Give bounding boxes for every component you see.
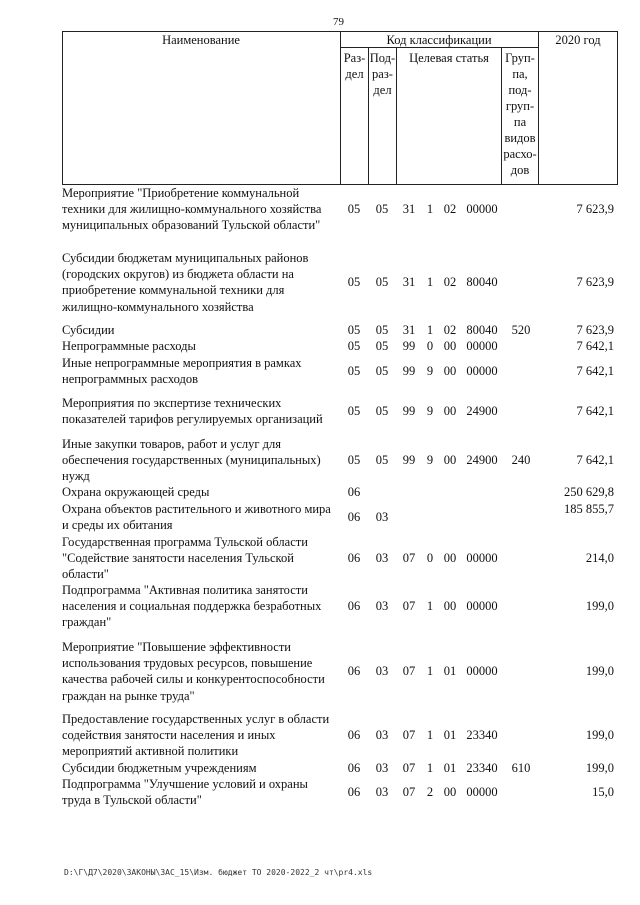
- row-podrazdel: 03: [375, 551, 389, 565]
- row-target-subprogram: 1: [426, 323, 434, 337]
- row-target-event: 00: [443, 785, 457, 799]
- row-target-direction: 23340: [466, 728, 498, 742]
- row-target-direction: 80040: [466, 275, 498, 289]
- row-target-program: 07: [402, 599, 416, 613]
- row-name: Мероприятие "Повышение эффективности использования трудовых ресурсов, повышение качества рабочей силы и конкурентоспособности граждан на рынке труда": [62, 640, 325, 703]
- row-razdel: 05: [347, 339, 361, 353]
- row-sum: 185 855,7: [564, 502, 614, 516]
- row-target-event: 01: [443, 664, 457, 678]
- row-name: Предоставление государственных услуг в области содействия занятости населения и иных мероприятий активной политики: [62, 712, 330, 759]
- row-target-subprogram: 1: [426, 275, 434, 289]
- row-sum: 7 642,1: [576, 339, 614, 353]
- row-razdel: 06: [347, 664, 361, 678]
- row-razdel: 05: [347, 323, 361, 337]
- row-expense-type: 240: [511, 453, 531, 467]
- row-target-direction: 00000: [466, 785, 498, 799]
- row-name: Подпрограмма "Улучшение условий и охраны труда в Тульской области": [62, 777, 308, 808]
- row-name: Иные непрограммные мероприятия в рамках непрограммных расходов: [62, 356, 302, 387]
- row-target-subprogram: 2: [426, 785, 434, 799]
- row-sum: 15,0: [592, 785, 614, 799]
- row-sum: 7 642,1: [576, 404, 614, 418]
- row-name: Непрограммные расходы: [62, 339, 196, 353]
- row-razdel: 05: [347, 275, 361, 289]
- row-target-subprogram: 9: [426, 364, 434, 378]
- row-target-program: 07: [402, 551, 416, 565]
- row-target-subprogram: 9: [426, 453, 434, 467]
- row-name: Охрана окружающей среды: [62, 485, 210, 499]
- row-sum: 7 623,9: [576, 202, 614, 216]
- row-sum: 7 623,9: [576, 323, 614, 337]
- row-target-event: 00: [443, 364, 457, 378]
- table-header: [62, 31, 618, 185]
- header-divider-year: [538, 31, 539, 185]
- row-name: Иные закупки товаров, работ и услуг для обеспечения государственных (муниципальных) нужд: [62, 437, 321, 484]
- row-target-program: 99: [402, 453, 416, 467]
- row-sum: 7 642,1: [576, 364, 614, 378]
- row-razdel: 06: [347, 510, 361, 524]
- row-target-direction: 00000: [466, 551, 498, 565]
- row-target-subprogram: 0: [426, 339, 434, 353]
- row-podrazdel: 03: [375, 664, 389, 678]
- row-sum: 250 629,8: [564, 485, 614, 499]
- row-target-program: 31: [402, 202, 416, 216]
- header-group: Груп- па, под- груп- па видов расхо- дов: [503, 51, 537, 177]
- row-razdel: 05: [347, 364, 361, 378]
- row-name: Субсидии бюджетам муниципальных районов (городских округов) из бюджета области на приобретение коммунальной техники для жилищно-коммунального хозяйства: [62, 251, 309, 314]
- row-target-subprogram: 0: [426, 551, 434, 565]
- header-podrazdel: Под- раз- дел: [369, 51, 396, 97]
- header-year: 2020 год: [555, 33, 601, 47]
- row-name: Подпрограмма "Активная политика занятости населения и социальная поддержка безработных граждан": [62, 583, 322, 630]
- row-sum: 199,0: [585, 761, 614, 775]
- header-code: Код классификации: [386, 33, 492, 47]
- row-target-event: 00: [443, 339, 457, 353]
- row-razdel: 06: [347, 485, 361, 499]
- row-name: Охрана объектов растительного и животного мира и среды их обитания: [62, 502, 331, 533]
- row-sum: 7 642,1: [576, 453, 614, 467]
- row-podrazdel: 05: [375, 323, 389, 337]
- row-expense-type: 610: [511, 761, 531, 775]
- row-razdel: 06: [347, 728, 361, 742]
- row-sum: 214,0: [585, 551, 614, 565]
- row-target-direction: 00000: [466, 364, 498, 378]
- header-name: Наименование: [162, 33, 240, 47]
- row-target-direction: 23340: [466, 761, 498, 775]
- header-razdel: Раз- дел: [343, 51, 366, 81]
- row-sum: 199,0: [585, 664, 614, 678]
- row-razdel: 05: [347, 453, 361, 467]
- row-target-event: 02: [443, 202, 457, 216]
- row-name: Мероприятие "Приобретение коммунальной техники для жилищно-коммунального хозяйства муниципальных образований Тульской области": [62, 186, 322, 233]
- row-razdel: 06: [347, 551, 361, 565]
- row-podrazdel: 03: [375, 761, 389, 775]
- header-divider-podrazdel: [396, 47, 397, 185]
- page-number: 79: [333, 16, 344, 28]
- row-podrazdel: 05: [375, 364, 389, 378]
- row-target-event: 00: [443, 599, 457, 613]
- row-target-program: 99: [402, 404, 416, 418]
- file-path-footer: D:\Г\Д7\2020\ЗАКОНЫ\ЗАС_15\Изм. бюджет ТО 2020-2022_2 чт\pr4.xls: [64, 868, 373, 877]
- row-podrazdel: 03: [375, 728, 389, 742]
- row-target-event: 02: [443, 323, 457, 337]
- row-target-program: 31: [402, 275, 416, 289]
- row-podrazdel: 05: [375, 202, 389, 216]
- row-target-program: 99: [402, 364, 416, 378]
- row-razdel: 06: [347, 599, 361, 613]
- row-name: Субсидии: [62, 323, 115, 337]
- header-border-left: [62, 31, 63, 185]
- row-target-direction: 00000: [466, 339, 498, 353]
- row-sum: 7 623,9: [576, 275, 614, 289]
- row-target-subprogram: 9: [426, 404, 434, 418]
- row-target-direction: 24900: [466, 404, 498, 418]
- row-razdel: 06: [347, 761, 361, 775]
- row-target-subprogram: 1: [426, 761, 434, 775]
- row-target-subprogram: 1: [426, 599, 434, 613]
- row-target-direction: 00000: [466, 664, 498, 678]
- row-podrazdel: 05: [375, 339, 389, 353]
- row-target-event: 00: [443, 551, 457, 565]
- row-razdel: 05: [347, 202, 361, 216]
- row-podrazdel: 05: [375, 453, 389, 467]
- row-target-program: 07: [402, 785, 416, 799]
- row-podrazdel: 03: [375, 510, 389, 524]
- row-sum: 199,0: [585, 728, 614, 742]
- row-target-direction: 00000: [466, 599, 498, 613]
- row-name: Субсидии бюджетным учреждениям: [62, 761, 257, 775]
- row-target-program: 07: [402, 664, 416, 678]
- row-target-subprogram: 1: [426, 728, 434, 742]
- row-razdel: 06: [347, 785, 361, 799]
- row-razdel: 05: [347, 404, 361, 418]
- row-name: Государственная программа Тульской области "Содействие занятости населения Тульской области": [62, 535, 308, 582]
- row-target-event: 00: [443, 404, 457, 418]
- row-target-direction: 00000: [466, 202, 498, 216]
- row-target-direction: 80040: [466, 323, 498, 337]
- row-podrazdel: 05: [375, 275, 389, 289]
- row-target-event: 02: [443, 275, 457, 289]
- row-target-event: 01: [443, 728, 457, 742]
- row-target-program: 99: [402, 339, 416, 353]
- header-border-right: [617, 31, 618, 185]
- row-target-program: 07: [402, 728, 416, 742]
- row-name: Мероприятия по экспертизе технических показателей тарифов регулируемых организаций: [62, 396, 323, 427]
- row-target-event: 00: [443, 453, 457, 467]
- row-target-program: 31: [402, 323, 416, 337]
- row-target-program: 07: [402, 761, 416, 775]
- row-podrazdel: 05: [375, 404, 389, 418]
- row-expense-type: 520: [511, 323, 531, 337]
- row-target-subprogram: 1: [426, 664, 434, 678]
- row-podrazdel: 03: [375, 785, 389, 799]
- row-target-event: 01: [443, 761, 457, 775]
- row-podrazdel: 03: [375, 599, 389, 613]
- header-target: Целевая статья: [409, 51, 489, 65]
- row-target-subprogram: 1: [426, 202, 434, 216]
- row-sum: 199,0: [585, 599, 614, 613]
- row-target-direction: 24900: [466, 453, 498, 467]
